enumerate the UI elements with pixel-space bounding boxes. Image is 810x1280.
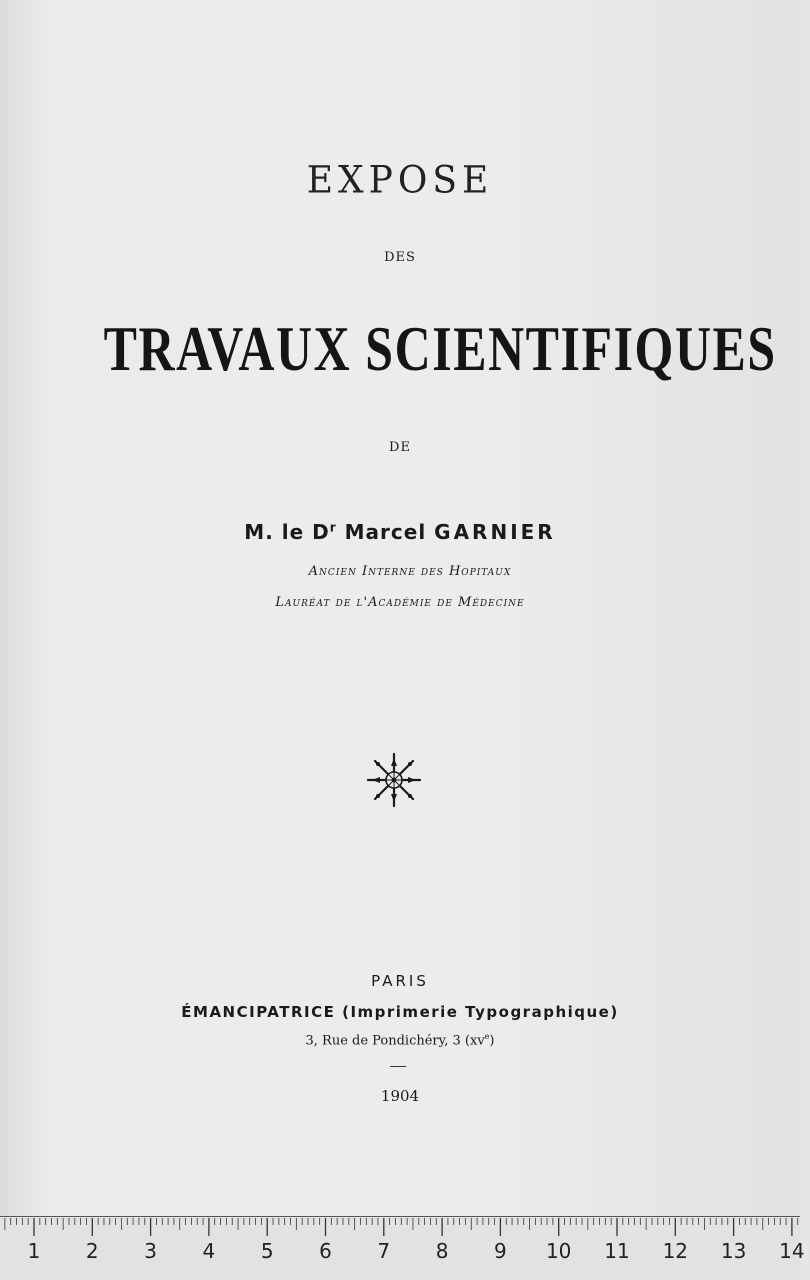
- title-des: DES: [384, 250, 416, 265]
- ornament-star-icon: [366, 752, 422, 808]
- ruler-label: 8: [435, 1239, 449, 1263]
- title-main: TRAVAUX SCIENTIFIQUES: [103, 313, 777, 384]
- ruler-label: 10: [545, 1239, 572, 1263]
- title-de: DE: [389, 440, 411, 455]
- ruler-label: 3: [144, 1239, 157, 1263]
- author-prefix-sup: r: [329, 520, 337, 535]
- ruler-label: 7: [377, 1239, 391, 1263]
- imprint-year: 1904: [380, 1087, 420, 1105]
- ruler-label: 4: [202, 1239, 216, 1263]
- ruler-label: 5: [260, 1239, 274, 1263]
- ruler-label: 2: [85, 1239, 99, 1263]
- imprint-address-text: 3, Rue de Pondichéry, 3 (xv: [305, 1033, 485, 1049]
- ruler-label: 13: [720, 1239, 747, 1263]
- ruler-label: 9: [494, 1239, 507, 1263]
- title-expose: EXPOSE: [306, 158, 494, 203]
- ruler-label: 12: [662, 1239, 689, 1263]
- author-credential-1: Ancien Interne des Hopitaux: [308, 564, 512, 579]
- ruler-label: 14: [779, 1239, 805, 1263]
- measuring-ruler: [0, 1216, 805, 1280]
- author-credential-2: Lauréat de l'Académie de Médecine: [275, 595, 525, 610]
- ruler-label: 1: [27, 1239, 41, 1263]
- author-given-name: Marcel: [344, 520, 427, 544]
- imprint-address-sup: e: [484, 1032, 490, 1041]
- imprint-printer: ÉMANCIPATRICE (Imprimerie Typographique): [181, 1003, 619, 1021]
- imprint-dash: [390, 1066, 406, 1067]
- ruler-label: 6: [319, 1239, 332, 1263]
- ruler-label: 11: [604, 1239, 630, 1263]
- imprint-city: PARIS: [371, 972, 429, 990]
- imprint-address-end: ): [489, 1033, 495, 1049]
- author-surname: GARNIER: [434, 520, 556, 544]
- author-name: [0, 520, 800, 544]
- imprint-address: [0, 1032, 800, 1048]
- author-prefix: M. le D: [244, 520, 330, 544]
